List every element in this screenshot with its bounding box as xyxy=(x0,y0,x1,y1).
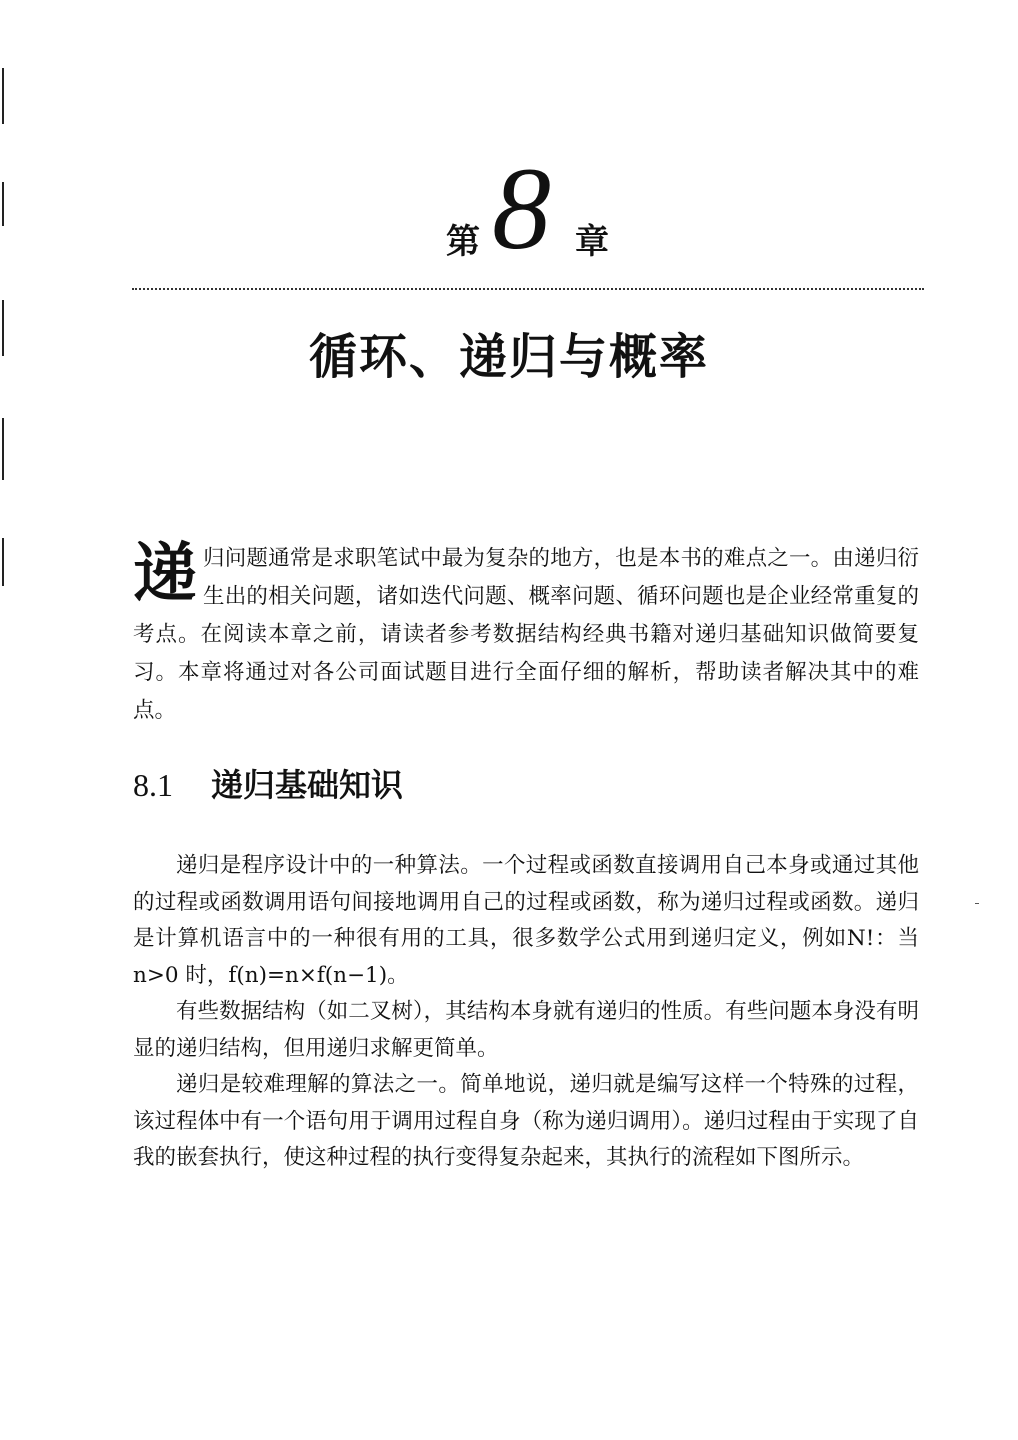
chapter-title: 循环、递归与概率 xyxy=(308,329,709,385)
margin-mark xyxy=(975,903,979,904)
chapter-heading xyxy=(0,143,1018,274)
intro-text: 归问题通常是求职笔试中最为复杂的地方，也是本书的难点之一。由递归衍生出的相关问题，诸如迭代问题、概率问题、循环问题也是企业经常重复的考点。在阅读本章之前，请读者参考数据结构经典书籍对递归基础知识做简要复习。本章将通过对各公司面试题目进行全面仔细的解析，帮助读者解决其中的难点。 xyxy=(133,546,919,723)
chapter-intro xyxy=(133,537,919,730)
section-heading xyxy=(133,760,403,806)
scan-edge-mark xyxy=(2,68,4,124)
body-paragraph: 有些数据结构（如二叉树），其结构本身就有递归的性质。有些问题本身没有明显的递归结构，但用递归求解更简单。 xyxy=(133,999,919,1061)
body-paragraph: 递归是较难理解的算法之一。简单地说，递归就是编写这样一个特殊的过程，该过程体中有一个语句用于调用过程自身（称为递归调用）。递归过程由于实现了自我的嵌套执行，使这种过程的执行变得复杂起来，其执行的流程如下图所示。 xyxy=(133,1072,919,1170)
scan-edge-mark xyxy=(2,538,4,586)
chapter-suffix: 章 xyxy=(575,222,609,262)
drop-cap: 递 xyxy=(133,537,197,611)
chapter-prefix: 第 xyxy=(446,222,480,262)
body-paragraph: 递归是程序设计中的一种算法。一个过程或函数直接调用自己本身或通过其他的过程或函数调用语句间接地调用自己的过程或函数，称为递归过程或函数。递归是计算机语言中的一种很有用的工具，很多数学公式用到递归定义，例如N!：当 n>0 时，f(n)=n×f(n−1)。 xyxy=(133,853,919,988)
section-number: 8.1 xyxy=(133,767,173,803)
section-title: 递归基础知识 xyxy=(211,766,404,804)
chapter-number: 8 xyxy=(492,143,551,274)
chapter-divider xyxy=(132,288,924,290)
section-body xyxy=(133,848,919,1177)
scan-edge-mark xyxy=(2,418,4,480)
